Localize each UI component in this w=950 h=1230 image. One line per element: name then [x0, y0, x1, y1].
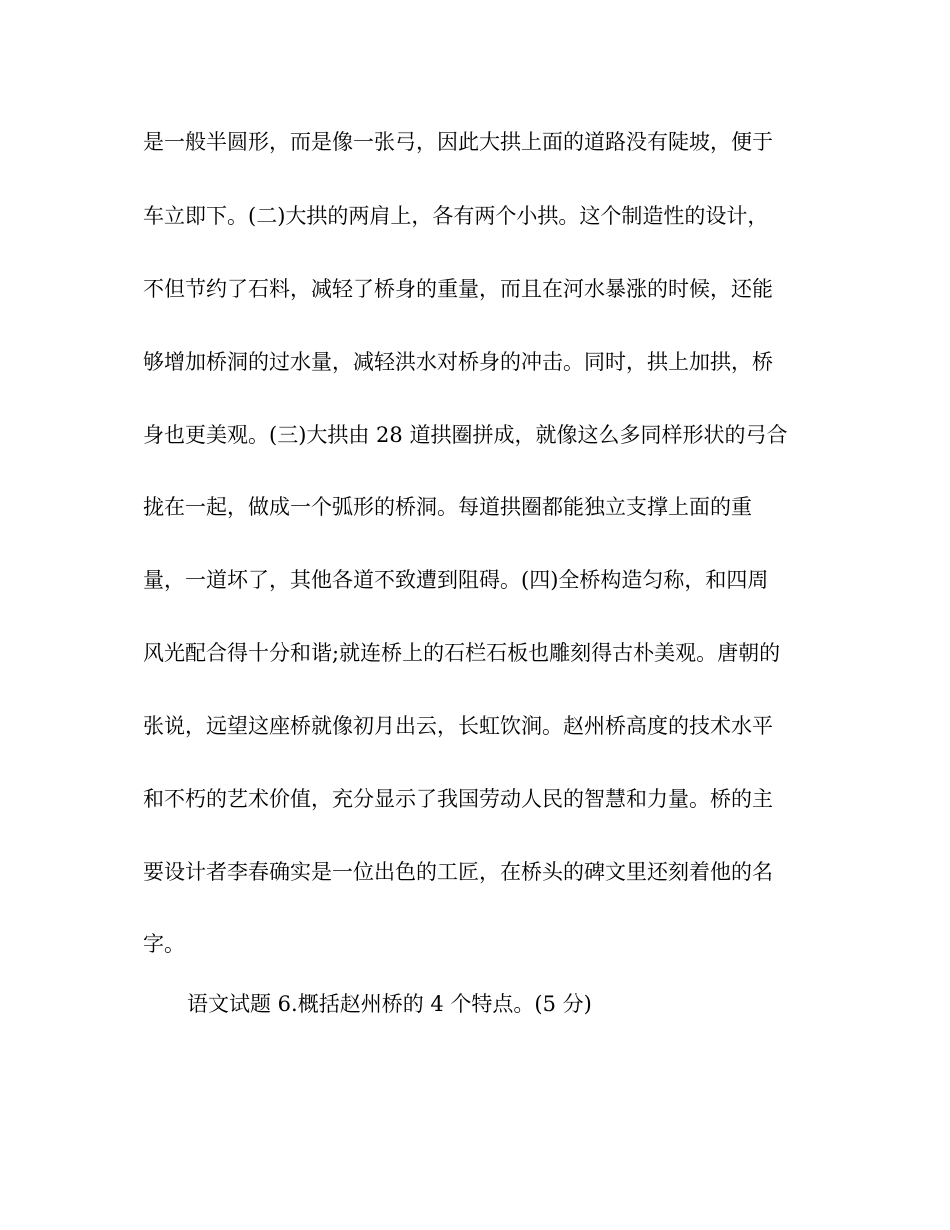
paragraph-line-6: 拢在一起，做成一个弧形的桥洞。每道拱圈都能独立支撑上面的重 — [143, 495, 752, 519]
paragraph-line-4: 够增加桥洞的过水量，减轻洪水对桥身的冲击。同时，拱上加拱，桥 — [143, 350, 773, 374]
paragraph-line-10: 和不朽的艺术价值，充分显示了我国劳动人民的智慧和力量。桥的主 — [143, 787, 773, 811]
paragraph-line-9: 张说，远望这座桥就像初月出云，长虹饮涧。赵州桥高度的技术水平 — [143, 714, 773, 738]
paragraph-line-5: 身也更美观。(三)大拱由 28 道拱圈拼成，就像这么多同样形状的弓合 — [143, 423, 788, 447]
question-line: 语文试题 6.概括赵州桥的 4 个特点。(5 分) — [187, 992, 592, 1016]
paragraph-line-8: 风光配合得十分和谐;就连桥上的石栏石板也雕刻得古朴美观。唐朝的 — [143, 641, 781, 665]
paragraph-line-1: 是一般半圆形，而是像一张弓，因此大拱上面的道路没有陡坡，便于 — [143, 130, 773, 154]
paragraph-line-11: 要设计者李春确实是一位出色的工匠，在桥头的碑文里还刻着他的名 — [143, 860, 773, 884]
paragraph-line-7: 量，一道坏了，其他各道不致遭到阻碍。(四)全桥构造匀称，和四周 — [143, 568, 769, 592]
paragraph-line-3: 不但节约了石料，减轻了桥身的重量，而且在河水暴涨的时候，还能 — [143, 277, 773, 301]
paragraph-line-2: 车立即下。(二)大拱的两肩上，各有两个小拱。这个制造性的设计， — [143, 204, 769, 228]
paragraph-line-12: 字。 — [143, 932, 185, 956]
